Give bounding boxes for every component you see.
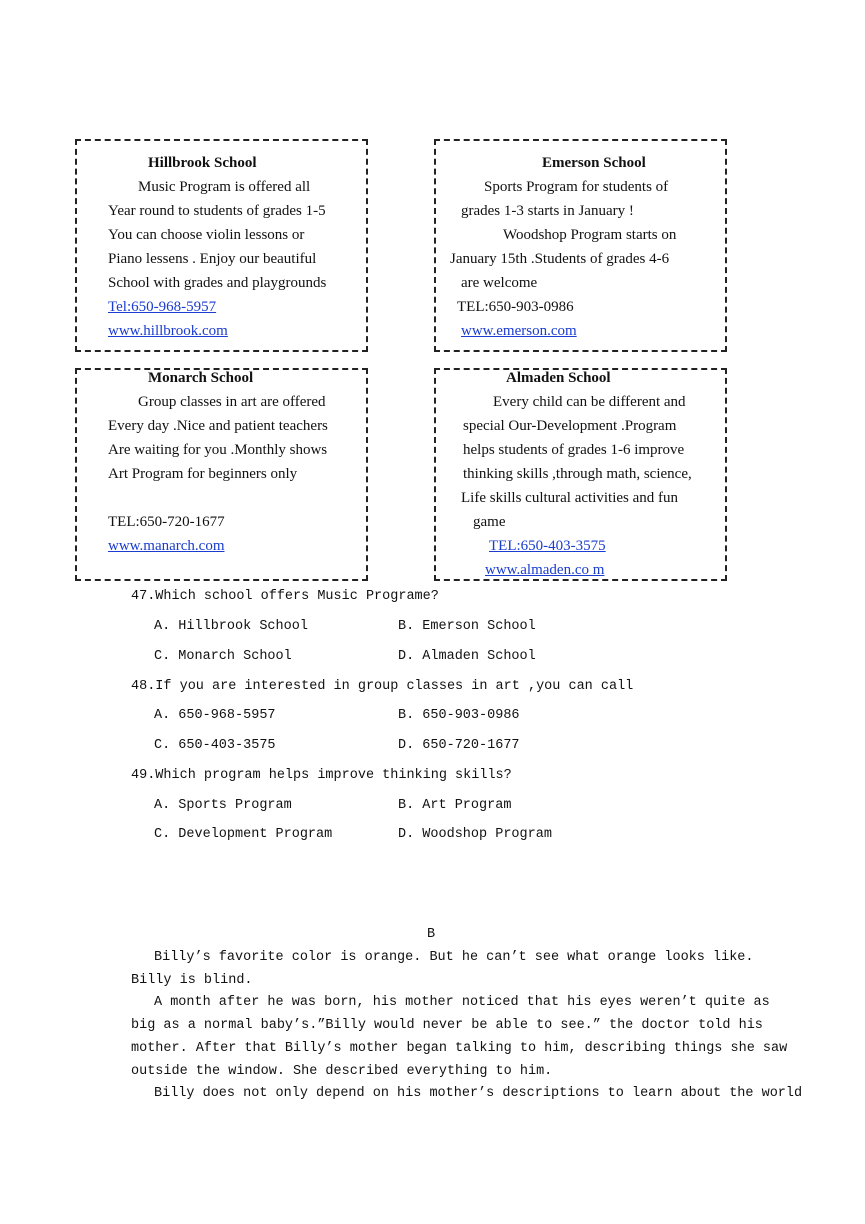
ad-title: Almaden School xyxy=(506,370,611,386)
ad-line: Every day .Nice and patient teachers xyxy=(108,418,328,434)
option-a: A. Sports Program xyxy=(154,798,292,813)
phone-number: TEL:650-720-1677 xyxy=(108,514,225,530)
ad-line: Sports Program for students of xyxy=(484,179,669,195)
ad-title: Monarch School xyxy=(148,370,254,386)
ad-line: thinking skills ,through math, science, xyxy=(463,466,692,482)
option-d: D. Woodshop Program xyxy=(398,827,552,842)
ad-line: January 15th .Students of grades 4-6 xyxy=(450,251,670,267)
almaden-ad xyxy=(434,368,727,581)
ad-line: game xyxy=(473,514,506,530)
passage-line: Billy is blind. xyxy=(131,973,253,988)
option-b: B. 650-903-0986 xyxy=(398,708,520,723)
section-heading: B xyxy=(427,927,436,942)
ad-line: Every child can be different and xyxy=(493,394,686,410)
passage-line: outside the window. She described everything to him. xyxy=(131,1064,553,1079)
phone-link[interactable]: TEL:650-403-3575 xyxy=(489,538,606,554)
ad-line: Music Program is offered all xyxy=(138,179,311,195)
option-c: C. Monarch School xyxy=(154,649,292,664)
option-c: C. Development Program xyxy=(154,827,333,842)
ad-line: Piano lessens . Enjoy our beautiful xyxy=(108,251,317,267)
question-stem: 47.Which school offers Music Programe? xyxy=(131,589,439,604)
passage-line: A month after he was born, his mother noticed that his eyes weren’t quite as xyxy=(154,995,770,1010)
ad-line: special Our-Development .Program xyxy=(463,418,677,434)
ad-line: Art Program for beginners only xyxy=(108,466,298,482)
option-d: D. 650-720-1677 xyxy=(398,738,520,753)
emerson-ad xyxy=(434,139,727,352)
ad-line: grades 1-3 starts in January ! xyxy=(461,203,634,219)
ad-line: School with grades and playgrounds xyxy=(108,275,327,291)
passage-line: Billy does not only depend on his mother’s descriptions to learn about the world xyxy=(154,1086,803,1101)
question-stem: 48.If you are interested in group classes in art ,you can call xyxy=(131,679,634,694)
ad-title: Emerson School xyxy=(542,155,646,171)
ad-line: Group classes in art are offered xyxy=(138,394,326,410)
ad-title: Hillbrook School xyxy=(148,155,257,171)
ad-line: Life skills cultural activities and fun xyxy=(461,490,679,506)
website-link[interactable]: www.almaden.co m xyxy=(485,562,605,578)
phone-link[interactable]: Tel:650-968-5957 xyxy=(108,299,217,315)
ad-line: Are waiting for you .Monthly shows xyxy=(108,442,328,458)
ad-line: helps students of grades 1-6 improve xyxy=(463,442,685,458)
phone-number: TEL:650-903-0986 xyxy=(457,299,574,315)
hillbrook-ad xyxy=(75,139,368,352)
ad-line: Woodshop Program starts on xyxy=(503,227,677,243)
ad-line: are welcome xyxy=(461,275,538,291)
website-link[interactable]: www.hillbrook.com xyxy=(108,323,228,339)
option-a: A. 650-968-5957 xyxy=(154,708,276,723)
question-stem: 49.Which program helps improve thinking skills? xyxy=(131,768,512,783)
passage-line: mother. After that Billy’s mother began talking to him, describing things she saw xyxy=(131,1041,788,1056)
option-d: D. Almaden School xyxy=(398,649,536,664)
website-link[interactable]: www.manarch.com xyxy=(108,538,225,554)
option-b: B. Emerson School xyxy=(398,619,536,634)
monarch-ad xyxy=(75,368,368,581)
ad-line: Year round to students of grades 1-5 xyxy=(108,203,326,219)
ad-line: You can choose violin lessons or xyxy=(108,227,305,243)
option-b: B. Art Program xyxy=(398,798,512,813)
option-c: C. 650-403-3575 xyxy=(154,738,276,753)
passage-line: big as a normal baby’s.”Billy would never be able to see.” the doctor told his xyxy=(131,1018,763,1033)
option-a: A. Hillbrook School xyxy=(154,619,308,634)
passage-line: Billy’s favorite color is orange. But he can’t see what orange looks like. xyxy=(154,950,754,965)
website-link[interactable]: www.emerson.com xyxy=(461,323,577,339)
